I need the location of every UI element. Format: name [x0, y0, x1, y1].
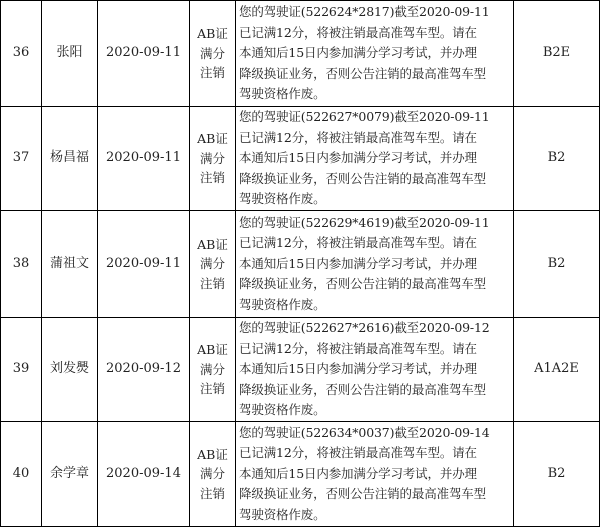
driver-name: 余学章: [42, 422, 98, 527]
table-row: [1, 318, 600, 422]
cancellation-cause: [190, 422, 236, 527]
cancellation-cause: [190, 211, 236, 318]
notice-text: 您的驾驶证(522629*4619)截至2020-09-11 已记满12分，将被注销最高准驾车型。请在 本通知后15日内参加满分学习考试，并办理 降级换证业务，否则公告注销的最高准驾车型 驾驶资格作废。: [236, 211, 514, 318]
license-class: B2: [514, 422, 600, 527]
license-class: B2: [514, 107, 600, 211]
license-class: A1A2E: [514, 318, 600, 422]
row-number: 40: [1, 422, 42, 527]
table-row: [1, 422, 600, 527]
cause-text: AB证满分注销: [197, 446, 228, 501]
notice-text: 您的驾驶证(522634*0037)截至2020-09-14 已记满12分，将被注销最高准驾车型。请在 本通知后15日内参加满分学习考试，并办理 降级换证业务，否则公告注销的最高准驾车型 驾驶资格作废。: [236, 422, 514, 527]
cause-text: AB证满分注销: [197, 236, 228, 291]
driver-name: 刘发爂: [42, 318, 98, 422]
row-number: 38: [1, 211, 42, 318]
table-row: [1, 1, 600, 107]
table-row: [1, 107, 600, 211]
license-class: B2: [514, 211, 600, 318]
cause-text: AB证满分注销: [197, 342, 228, 397]
row-number: 36: [1, 1, 42, 107]
record-date: 2020-09-12: [98, 318, 190, 422]
cause-text: AB证满分注销: [197, 26, 228, 81]
notice-text: 您的驾驶证(522627*2616)截至2020-09-12 已记满12分，将被注销最高准驾车型。请在 本通知后15日内参加满分学习考试，并办理 降级换证业务，否则公告注销的最高准驾车型 驾驶资格作废。: [236, 318, 514, 422]
table-row: [1, 211, 600, 318]
driver-name: 张阳: [42, 1, 98, 107]
record-date: 2020-09-11: [98, 1, 190, 107]
record-date: 2020-09-14: [98, 422, 190, 527]
cancellation-cause: [190, 318, 236, 422]
notice-text: 您的驾驶证(522624*2817)截至2020-09-11 已记满12分，将被注销最高准驾车型。请在 本通知后15日内参加满分学习考试，并办理 降级换证业务，否则公告注销的最高准驾车型 驾驶资格作废。: [236, 1, 514, 107]
row-number: 39: [1, 318, 42, 422]
cancellation-cause: [190, 1, 236, 107]
cancellation-cause: [190, 107, 236, 211]
driver-name: 杨昌福: [42, 107, 98, 211]
row-number: 37: [1, 107, 42, 211]
notice-text: 您的驾驶证(522627*0079)截至2020-09-11 已记满12分，将被注销最高准驾车型。请在 本通知后15日内参加满分学习考试，并办理 降级换证业务，否则公告注销的最高准驾车型 驾驶资格作废。: [236, 107, 514, 211]
cause-text: AB证满分注销: [197, 131, 228, 186]
driver-name: 蒲祖文: [42, 211, 98, 318]
record-date: 2020-09-11: [98, 211, 190, 318]
license-class: B2E: [514, 1, 600, 107]
record-date: 2020-09-11: [98, 107, 190, 211]
